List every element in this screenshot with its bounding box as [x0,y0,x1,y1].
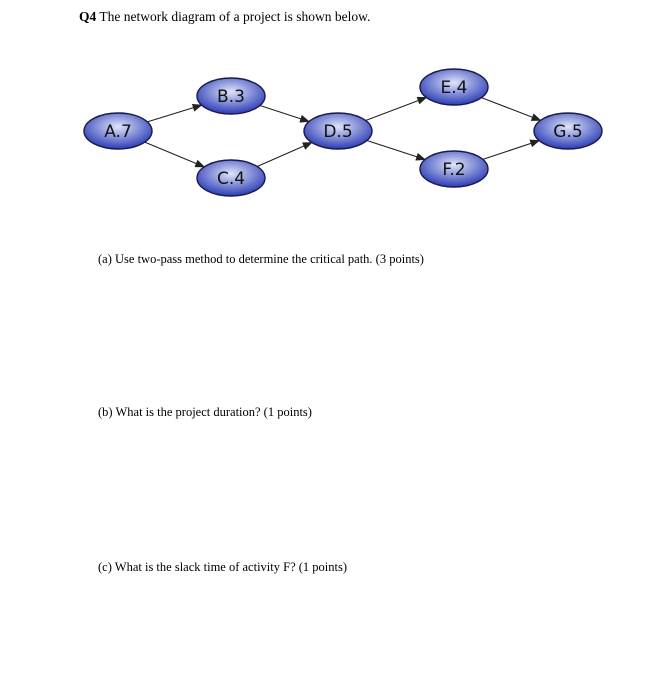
node-d [304,113,372,149]
node-b-label: B.3 [217,87,245,107]
node-c [197,160,265,196]
edge-d-e [366,97,427,120]
node-a-label: A.7 [104,122,132,142]
edge-a-b [147,105,201,122]
node-f [420,151,488,187]
node-c-label: C.4 [216,169,246,189]
edge-b-d [260,105,309,121]
edge-d-f [367,140,425,159]
node-f-label: F.2 [442,160,466,180]
edge-f-g [483,141,539,160]
network-diagram [0,0,669,240]
question-text: The network diagram of a project is shown below. [99,9,371,24]
node-d-label: D.5 [323,122,353,142]
part-b-question: (b) What is the project duration? (1 points) [98,405,312,419]
node-e [420,69,488,105]
part-c-question: (c) What is the slack time of activity F? (1 points) [98,560,348,574]
node-g-label: G.5 [553,122,583,142]
node-g [534,113,602,149]
edge-e-g [481,98,540,121]
part-a-question: (a) Use two-pass method to determine the critical path. (3 points) [98,252,424,266]
edge-a-c [145,142,205,167]
question-number: Q4 [79,9,97,24]
node-a [84,113,152,149]
edge-c-d [257,142,312,166]
node-b [197,78,265,114]
nodes-layer [84,69,602,196]
node-e-label: E.4 [440,78,468,98]
